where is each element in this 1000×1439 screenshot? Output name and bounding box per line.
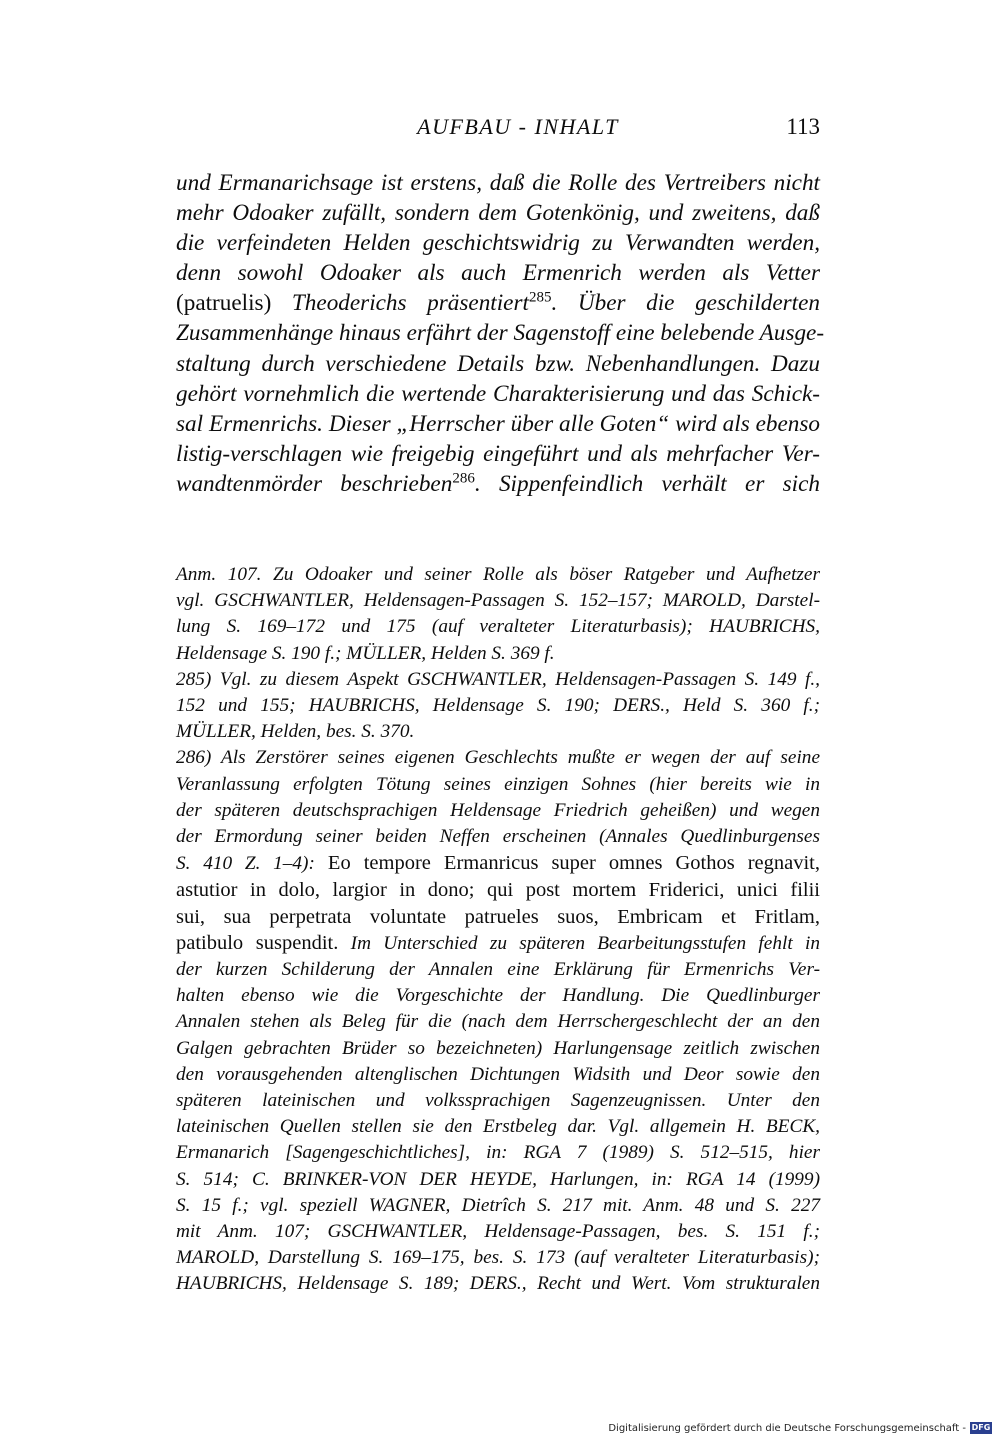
footnote-286 [176,745,820,1297]
text-line: und Ermanarichsage ist erstens, daß die Rolle des Vertreibers nicht [176,170,820,196]
footnote-line: Anm. 107. Zu Odoaker und seiner Rolle als böser Ratgeber und Aufhetzer [176,564,820,585]
footnote-ref-286[interactable]: 286 [452,470,475,487]
footnote-line: 285) Vgl. zu diesem Aspekt GSCHWANTLER, Heldensagen-Passagen S. 149 f., [176,668,820,690]
text-fragment: Sippenfeindlich verhält er sich [498,470,821,497]
footnote-line: lung S. 169–172 und 175 (auf veralteter Literaturbasis); HAUBRICHS, [176,616,820,638]
footnote-line: Annalen stehen als Beleg für die (nach dem Herrschergeschlecht der an den [176,1011,820,1033]
text-line: wandtenmörder beschrieben$^{286}$. Sippenfeindlich verhält er sich [176,470,821,497]
footnote-line: späteren lateinischen und volkssprachigen Sagenzeugnissen. Unter den [176,1090,820,1112]
footnote-anm107 [176,562,820,667]
footnote-line: Galgen gebrachten Brüder so bezeichneten) Harlungensage zeitlich zwischen [176,1037,820,1059]
footnote-line: lateinischen Quellen stellen sie den Erstbeleg dar. Vgl. allgemein H. BECK, [176,1116,820,1138]
footnote-line: der späteren deutschsprachigen Heldensage Friedrich geheißen) und wegen [176,799,820,821]
running-head: AUFBAU - INHALT [417,114,619,139]
text-line: gehört vornehmlich die wertende Charakterisierung und das Schick- [176,380,820,407]
roman-term: (patruelis) [176,290,272,317]
footnote-line [176,930,820,957]
footnote-line: S. 15 f.; vgl. speziell WAGNER, Dietrîch S. 217 mit. Anm. 48 und S. 227 [176,1194,820,1216]
text-line: Zusammenhänge hinaus erfährt der Sagenstoff eine belebende Ausge- [176,320,825,347]
page-number: 113 [786,114,820,139]
text-line: (patruelis) Theoderichs präsentiert$^{285}$. Über die geschilderten [176,289,820,317]
footnote-line: MAROLD, Darstellung S. 169–175, bes. S. 173 (auf veralteter Literaturbasis); [176,1247,820,1269]
latin-quote-line: sui, sua perpetrata voluntate patrueles suos, Embricam et Fritlam, [176,905,820,928]
text-line: staltung durch verschiedene Details bzw. Nebenhandlungen. Dazu [176,350,820,377]
footer-text: Digitalisierung gefördert durch die Deutsche Forschungsgemeinschaft - [608,1422,966,1434]
latin-quote: Eo tempore Ermanricus super omnes Gothos regnavit, [314,852,821,875]
digitization-footer [608,1422,992,1434]
text-line: die verfeindeten Helden geschichtswidrig zu Verwandten werden, [176,230,820,257]
text-line: denn sowohl Odoaker als auch Ermenrich werden als Vetter [176,260,820,287]
footnote-line: MÜLLER, Helden, bes. S. 370. [176,721,415,743]
text-line: mehr Odoaker zufällt, sondern dem Gotenkönig, und zweitens, daß [176,200,820,227]
latin-quote-line: astutior in dolo, largior in dono; qui post mortem Friderici, unici filii [176,879,820,902]
dfg-logo: DFG [971,1423,991,1432]
footnote-ref-285[interactable]: 285 [528,289,552,306]
footnote-line: den vorausgehenden altenglischen Dichtungen Widsith und Deor sowie den [176,1063,820,1085]
text-fragment: Theoderichs präsentiert [271,290,529,317]
text-line: sal Ermenrichs. Dieser „Herrscher über alle Goten“ wird als ebenso [176,410,820,437]
footnote-line: vgl. GSCHWANTLER, Heldensagen-Passagen S. 152–157; MAROLD, Darstel- [176,590,820,612]
footnotes [176,562,820,1298]
main-text [176,168,825,499]
text-line: listig-verschlagen wie freigebig eingeführt und als mehrfacher Ver- [176,440,820,467]
page-header [176,114,820,146]
text-fragment: wandtenmörder beschrieben [176,470,453,497]
footnote-line: Veranlassung erfolgten Tötung seines einzigen Sohnes (hier bereits wie in [176,773,820,795]
footnote-285 [176,667,820,746]
footnote-line: 286) Als Zerstörer seines eigenen Geschlechts mußte er wegen der auf seine [176,747,820,769]
footnote-line: Ermanarich [Sagengeschichtliches], in: RGA 7 (1989) S. 512–515, hier [176,1142,820,1164]
footnote-line [176,850,820,877]
footnote-line: der kurzen Schilderung der Annalen eine Erklärung für Ermenrichs Ver- [176,959,820,981]
footnote-line: mit Anm. 107; GSCHWANTLER, Heldensage-Passagen, bes. S. 151 f.; [176,1221,820,1243]
footnote-line: halten ebenso wie die Vorgeschichte der Handlung. Die Quedlinburger [176,985,820,1007]
footnote-line: 152 und 155; HAUBRICHS, Heldensage S. 190; DERS., Held S. 360 f.; [176,695,820,717]
text-fragment: Über die geschilderten [577,290,820,317]
footnote-line: der Ermordung seiner beiden Neffen erscheinen (Annales Quedlinburgenses [176,826,820,848]
footnote-line: HAUBRICHS, Heldensage S. 189; DERS., Recht und Wert. Vom strukturalen [176,1273,820,1295]
citation: S. 410 Z. 1–4): [176,853,315,875]
footnote-line: S. 514; C. BRINKER-VON DER HEYDE, Harlungen, in: RGA 14 (1999) [176,1168,820,1190]
footnote-line: Heldensage S. 190 f.; MÜLLER, Helden S. 369 f. [176,642,555,664]
latin-quote: patibulo suspendit. [176,931,339,954]
text-fragment: Im Unterschied zu späteren Bearbeitungsstufen fehlt in [338,932,820,954]
